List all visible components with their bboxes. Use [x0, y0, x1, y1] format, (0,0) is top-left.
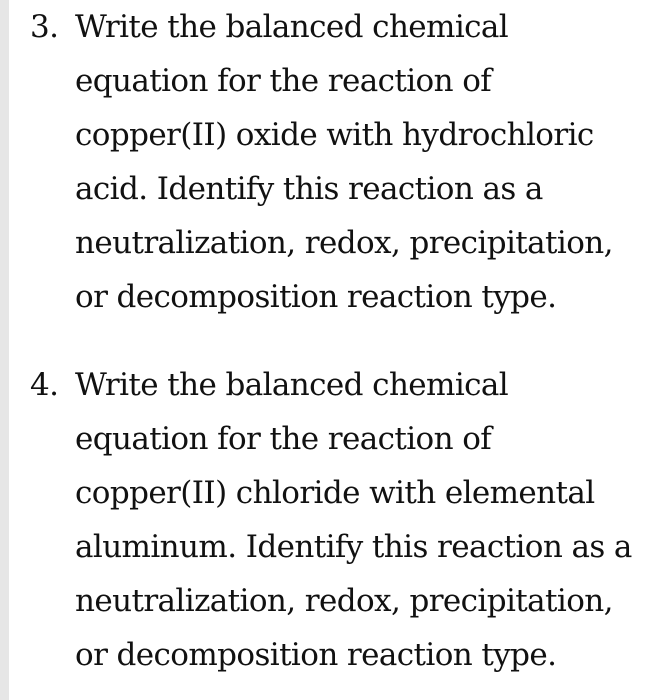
- question-text-line: acid. Identify this reaction as a: [75, 171, 543, 207]
- question-text-line: aluminum. Identify this reaction as a: [75, 529, 632, 565]
- question-text-line: copper(II) chloride with elemental: [75, 475, 595, 511]
- question-text-line: copper(II) oxide with hydrochloric: [75, 117, 594, 153]
- question-text-line: equation for the reaction of: [75, 421, 492, 457]
- question-text-line: equation for the reaction of: [75, 63, 492, 99]
- question-text-line: neutralization, redox, precipitation,: [75, 225, 613, 261]
- question-text-line: Write the balanced chemical: [75, 367, 509, 403]
- question-text-line: Write the balanced chemical: [75, 9, 509, 45]
- question-text-line: neutralization, redox, precipitation,: [75, 583, 613, 619]
- question-number: 3.: [30, 9, 59, 45]
- left-border-bar: [0, 0, 9, 700]
- question-text: [75, 358, 645, 682]
- question-number: 4.: [30, 367, 59, 403]
- question-text-line: or decomposition reaction type.: [75, 279, 557, 315]
- question-text: [75, 0, 645, 324]
- question-text-line: or decomposition reaction type.: [75, 637, 557, 673]
